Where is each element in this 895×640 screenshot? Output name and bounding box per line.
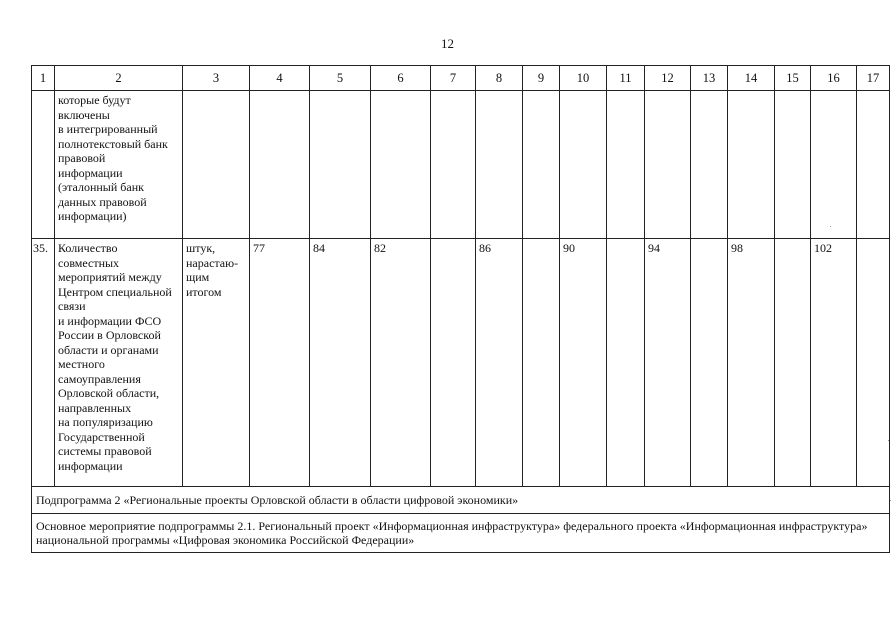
column-number-header-row [32,66,890,91]
column-number-cell: 2 [55,66,183,91]
value-cell [728,91,775,239]
column-number-cell: 10 [560,66,607,91]
value-cell [476,91,523,239]
value-cell [431,91,476,239]
value-cell: 82 [371,239,431,487]
column-number-cell: 9 [523,66,560,91]
page-number: 12 [441,36,454,51]
subprogram-title: Подпрограмма 2 «Региональные проекты Орловской области в области цифровой экономики» [32,487,890,514]
value-cell [607,91,645,239]
main-event-row [32,514,890,553]
subprogram-row [32,487,890,514]
row-number-cell [32,91,55,239]
scan-speck [888,440,889,441]
value-cell [371,91,431,239]
value-cell [857,91,890,239]
value-cell [523,239,560,487]
column-number-cell: 16 [811,66,857,91]
value-cell [691,239,728,487]
value-cell: 86 [476,239,523,487]
value-cell: 84 [310,239,371,487]
value-cell [857,239,890,487]
value-cell [523,91,560,239]
value-cell: 98 [728,239,775,487]
unit-cell: штук, нарастаю- щим итогом [183,239,250,487]
main-event-title: Основное мероприятие подпрограммы 2.1. Региональный проект «Информационная инфраструктура» федерального проекта «Информационная инфраструктура» национальной программы «Цифровая экономика Российской Федерации» [32,514,890,553]
value-cell: 77 [250,239,310,487]
unit-cell [183,91,250,239]
value-cell [310,91,371,239]
indicators-table [31,65,890,553]
column-number-cell: 1 [32,66,55,91]
value-cell [607,239,645,487]
value-cell [645,91,691,239]
column-number-cell: 11 [607,66,645,91]
value-cell: 102 [811,239,857,487]
row-number-cell: 35. [32,239,55,487]
column-number-cell: 7 [431,66,476,91]
column-number-cell: 15 [775,66,811,91]
value-cell [775,239,811,487]
value-cell: 90 [560,239,607,487]
column-number-cell: 6 [371,66,431,91]
value-cell [250,91,310,239]
table-row-continuation [32,91,890,239]
value-cell: 94 [645,239,691,487]
value-cell [691,91,728,239]
column-number-cell: 4 [250,66,310,91]
table-row-35 [32,239,890,487]
value-cell [431,239,476,487]
indicator-name-cell: Количество совместных мероприятий между Центром специальной связи и информации ФСО России в Орловской области и органами местного самоуправления Орловской области, направленных на популяризацию Государственной системы правовой информации [55,239,183,487]
column-number-cell: 5 [310,66,371,91]
value-cell [560,91,607,239]
indicator-name-cell: которые будут включены в интегрированный полнотекстовый банк правовой информации (эталонный банк данных правовой информации) [55,91,183,239]
column-number-cell: 14 [728,66,775,91]
scan-speck [830,226,831,227]
value-cell [811,91,857,239]
column-number-cell: 12 [645,66,691,91]
scan-speck [890,500,891,501]
column-number-cell: 17 [857,66,890,91]
column-number-cell: 8 [476,66,523,91]
value-cell [775,91,811,239]
column-number-cell: 3 [183,66,250,91]
column-number-cell: 13 [691,66,728,91]
